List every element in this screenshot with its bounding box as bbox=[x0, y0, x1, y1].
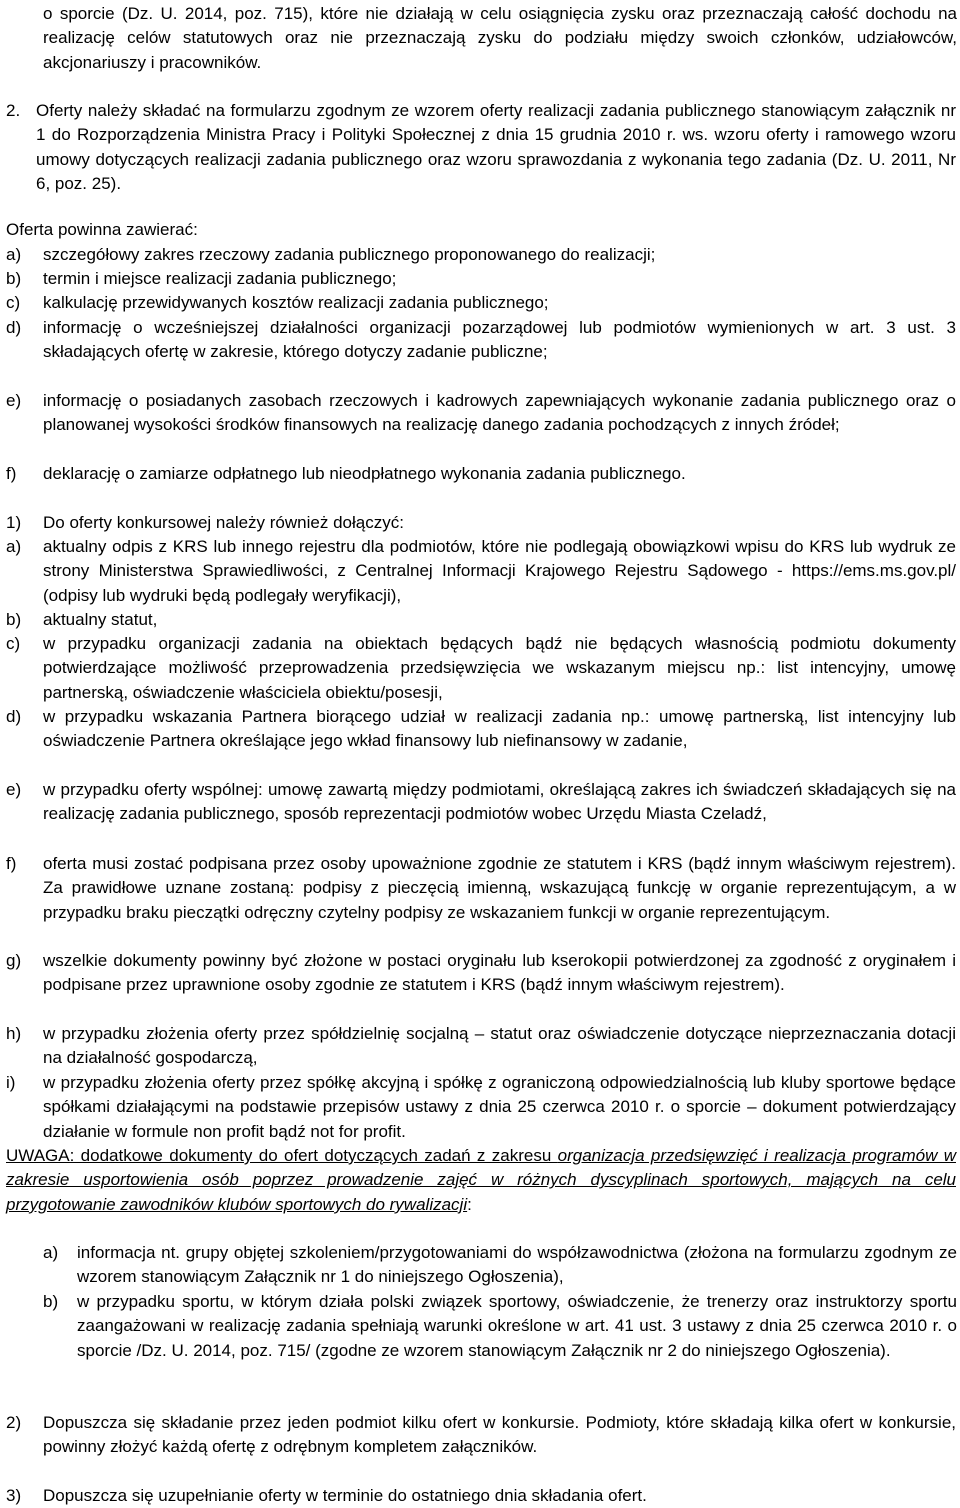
list-marker: f) bbox=[6, 854, 17, 873]
offer-item-d bbox=[6, 316, 956, 365]
list-marker: i) bbox=[6, 1073, 16, 1092]
section-2 bbox=[6, 99, 956, 197]
point-2 bbox=[6, 1411, 956, 1460]
list-marker: b) bbox=[43, 1292, 59, 1311]
list-text: informację o wcześniejszej działalności organizacji pozarządowej lub podmiotów wymienionych w art. 3 ust. 3 składających ofertę w zakresie, którego dotyczy zadanie publiczne; bbox=[43, 318, 956, 362]
uwaga-italic: organizacja przedsięwzięć i realizacja programów w zakresie usportowienia osób poprzez prowadzenie zajęć w różnych dyscyplinach sportowych, mających na celu przygotowanie zawodników klubów sportowych do rywalizacji bbox=[6, 1146, 956, 1214]
list-text: Do oferty konkursowej należy również dołączyć: bbox=[43, 513, 404, 532]
list-marker: b) bbox=[6, 269, 22, 288]
list-text: w przypadku sportu, w którym działa polski związek sportowy, oświadczenie, że trenerzy oraz instruktorzy sportu zaangażowani w realizację zadania spełniają warunki określone w art. 41 ust. 3 ustawy z dnia 25 czerwca 2010 r. o sporcie /Dz. U. 2014, poz. 715/ (zgodne ze wzorem stanowiącym Załącznik nr 2 do niniejszego Ogłoszenia). bbox=[77, 1292, 957, 1360]
offer-item-e bbox=[6, 389, 956, 438]
offer-item-a bbox=[6, 243, 956, 267]
list-marker: f) bbox=[6, 464, 17, 483]
list-text: szczegółowy zakres rzeczowy zadania publicznego proponowanego do realizacji; bbox=[43, 245, 656, 264]
offer-item-f bbox=[6, 462, 956, 486]
list-text: w przypadku złożenia oferty przez spółkę akcyjną i spółkę z ograniczoną odpowiedzialnością lub kluby sportowe będące spółkami działającymi na podstawie przepisów ustawy z dnia 25 czerwca 2010 r. o sporcie – dokument potwierdzający działanie w formule non profit bądź not for profit. bbox=[43, 1073, 956, 1141]
offer-contents-heading: Oferta powinna zawierać: bbox=[6, 220, 198, 239]
list-text: informację o posiadanych zasobach rzeczowych i kadrowych zapewniających wykonanie zadania publicznego oraz o planowanej wysokości środków finansowych na realizację danego zadania pochodzących z innych źródeł; bbox=[43, 391, 956, 435]
offer-item-b bbox=[6, 267, 956, 291]
uwaga-note bbox=[6, 1144, 956, 1217]
list-text: informacja nt. grupy objętej szkoleniem/przygotowaniami do współzawodnictwa (złożona na formularzu zgodnym ze wzorem stanowiącym Załącznik nr 1 do niniejszego Ogłoszenia), bbox=[77, 1243, 957, 1287]
attachment-item-e bbox=[6, 778, 956, 827]
uwaga-end: : bbox=[467, 1194, 472, 1214]
attachment-item-c bbox=[6, 632, 956, 705]
list-marker: 2) bbox=[6, 1413, 22, 1432]
offer-item-c bbox=[6, 291, 956, 315]
list-marker: 3) bbox=[6, 1486, 22, 1505]
list-text: wszelkie dokumenty powinny być złożone w postaci oryginału lub kserokopii potwierdzonej za zgodność z oryginałem i podpisane przez uprawnione osoby zgodnie ze statutem i KRS (bądź innym właściwym rejestrem). bbox=[43, 951, 956, 995]
list-marker: g) bbox=[6, 951, 22, 970]
list-marker: c) bbox=[6, 634, 21, 653]
list-marker: d) bbox=[6, 318, 22, 337]
list-text: termin i miejsce realizacji zadania publicznego; bbox=[43, 269, 397, 288]
list-text: w przypadku oferty wspólnej: umowę zawartą między podmiotami, określającą zakres ich świadczeń składających się na realizację zadania publicznego, sposób reprezentacji podmiotów wobec Urzędu Miasta Czeladź, bbox=[43, 780, 956, 824]
point-3 bbox=[6, 1484, 956, 1508]
attachment-item-h bbox=[6, 1022, 956, 1071]
list-marker: 1) bbox=[6, 513, 22, 532]
list-text: kalkulację przewidywanych kosztów realizacji zadania publicznego; bbox=[43, 293, 549, 312]
list-text: aktualny odpis z KRS lub innego rejestru dla podmiotów, które nie podlegają obowiązkowi wpisu do KRS lub wydruk ze strony Ministerstwa Sprawiedliwości, z Centralnej Informacji Krajowego Rejestru Sądowego - https://ems.ms.gov.pl/ (odpisy lub wydruki będą podlegały weryfikacji), bbox=[43, 537, 956, 605]
list-marker: a) bbox=[43, 1243, 59, 1262]
list-text: Dopuszcza się uzupełnianie oferty w terminie do ostatniego dnia składania ofert. bbox=[43, 1486, 647, 1505]
list-marker: c) bbox=[6, 293, 21, 312]
attachment-item-g bbox=[6, 949, 956, 998]
list-marker: a) bbox=[6, 245, 22, 264]
list-marker: e) bbox=[6, 780, 22, 799]
continuation-paragraph: o sporcie (Dz. U. 2014, poz. 715), które nie działają w celu osiągnięcia zysku oraz przeznaczają całość dochodu na realizację celów statutowych oraz nie przeznaczają zysku do podziału między swoich członków, udziałowców, akcjonariuszy i pracowników. bbox=[43, 4, 957, 72]
list-marker: b) bbox=[6, 610, 22, 629]
attachment-item-a bbox=[6, 535, 956, 608]
attachment-item-d bbox=[6, 705, 956, 754]
list-text: Dopuszcza się składanie przez jeden podmiot kilku ofert w konkursie. Podmioty, które składają kilka ofert w konkursie, powinny złożyć każdą ofertę z odrębnym kompletem załączników. bbox=[43, 1413, 956, 1457]
uwaga-item-b bbox=[43, 1290, 957, 1363]
list-marker: e) bbox=[6, 391, 22, 410]
list-marker: a) bbox=[6, 537, 22, 556]
attachments-heading bbox=[6, 511, 956, 535]
list-text: w przypadku organizacji zadania na obiektach będących bądź nie będących własnością podmiotu dokumenty potwierdzające możliwość przeprowadzenia przedsięwzięcia we wskazanym miejscu np.: list intencyjny, umowę partnerską, oświadczenie właściciela obiektu/posesji, bbox=[43, 634, 956, 702]
section-2-text: Oferty należy składać na formularzu zgodnym ze wzorem oferty realizacji zadania publicznego stanowiącym załącznik nr 1 do Rozporządzenia Ministra Pracy i Polityki Społecznej z dnia 15 grudnia 2010 r. ws. wzoru oferty i ramowego wzoru umowy dotyczących realizacji zadania publicznego oraz wzoru sprawozdania z wykonania tego zadania (Dz. U. 2011, Nr 6, poz. 25). bbox=[36, 101, 956, 194]
attachment-item-f bbox=[6, 852, 956, 925]
uwaga-underlined: UWAGA: dodatkowe dokumenty do ofert dotyczących zadań z zakresu bbox=[6, 1146, 558, 1165]
list-text: w przypadku złożenia oferty przez spółdzielnię socjalną – statut oraz oświadczenie dotyczące nieprzeznaczania dotacji na działalność gospodarczą, bbox=[43, 1024, 956, 1068]
attachment-item-b bbox=[6, 608, 956, 632]
uwaga-item-a bbox=[43, 1241, 957, 1290]
list-text: w przypadku wskazania Partnera biorącego udział w realizacji zadania np.: umowę partnerską, list intencyjny lub oświadczenie Partnera określające jego wkład finansowy lub niefinansowy w zadanie, bbox=[43, 707, 956, 751]
list-text: deklarację o zamiarze odpłatnego lub nieodpłatnego wykonania zadania publicznego. bbox=[43, 464, 686, 483]
list-text: aktualny statut, bbox=[43, 610, 158, 629]
list-marker: d) bbox=[6, 707, 22, 726]
list-marker: h) bbox=[6, 1024, 22, 1043]
attachment-item-i bbox=[6, 1071, 956, 1144]
list-text: oferta musi zostać podpisana przez osoby upoważnione zgodnie ze statutem i KRS (bądź innym właściwym rejestrem). Za prawidłowe uznane zostaną: podpisy z pieczęcią imienną, wskazującą funkcję w organie reprezentującym, a w przypadku braku pieczątki odręczny czytelny podpisy ze wskazaniem funkcji w organie reprezentującym. bbox=[43, 854, 956, 922]
section-2-marker: 2. bbox=[6, 101, 21, 120]
